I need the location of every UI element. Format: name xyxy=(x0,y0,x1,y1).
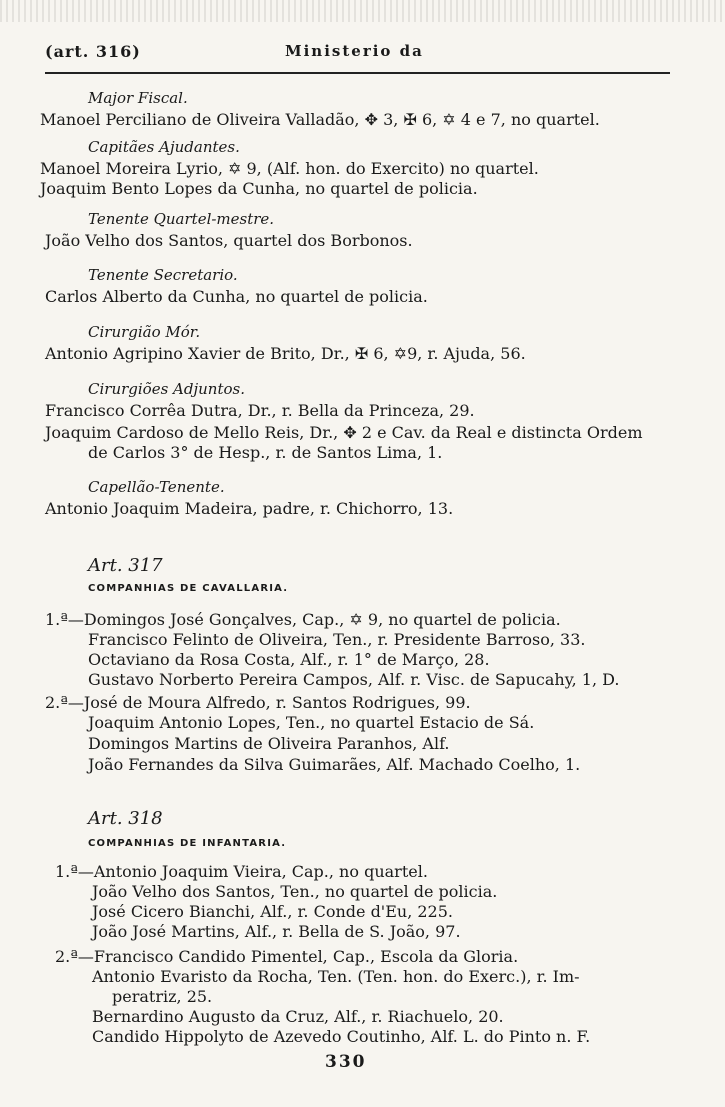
running-title: Ministerio da xyxy=(285,42,424,60)
role-heading: Cirurgiões Adjuntos. xyxy=(88,380,245,398)
roster-line: 2.ª—Francisco Candido Pimentel, Cap., Escola da Gloria. xyxy=(55,947,519,966)
article-title: Art. 318 xyxy=(88,808,163,829)
roster-line: Octaviano da Rosa Costa, Alf., r. 1° de Março, 28. xyxy=(88,650,490,669)
roster-line: Antonio Evaristo da Rocha, Ten. (Ten. hon. do Exerc.), r. Im- xyxy=(92,967,580,986)
article-subtitle: COMPANHIAS DE INFANTARIA. xyxy=(88,838,287,849)
roster-line: 1.ª—Domingos José Gonçalves, Cap., ✡ 9, no quartel de policia. xyxy=(45,610,561,629)
roster-line: 2.ª—José de Moura Alfredo, r. Santos Rodrigues, 99. xyxy=(45,693,471,712)
roster-line: Manoel Moreira Lyrio, ✡ 9, (Alf. hon. do Exercito) no quartel. xyxy=(40,159,539,178)
role-heading: Capitães Ajudantes. xyxy=(88,138,240,156)
role-heading: Cirurgião Mór. xyxy=(88,323,201,341)
role-heading: Tenente Secretario. xyxy=(88,266,238,284)
roster-line: Candido Hippolyto de Azevedo Coutinho, Alf. L. do Pinto n. F. xyxy=(92,1027,591,1046)
article-title: Art. 317 xyxy=(88,555,163,576)
roster-line: Joaquim Cardoso de Mello Reis, Dr., ✥ 2 e Cav. da Real e distincta Ordem xyxy=(45,423,643,442)
roster-line: Gustavo Norberto Pereira Campos, Alf. r. Visc. de Sapucahy, 1, D. xyxy=(88,670,620,689)
header-rule xyxy=(45,72,670,74)
role-heading: Major Fiscal. xyxy=(88,89,188,107)
roster-line: Carlos Alberto da Cunha, no quartel de policia. xyxy=(45,287,428,306)
roster-line: Bernardino Augusto da Cruz, Alf., r. Riachuelo, 20. xyxy=(92,1007,504,1026)
page-header xyxy=(45,42,705,66)
roster-line: de Carlos 3° de Hesp., r. de Santos Lima, 1. xyxy=(88,443,443,462)
page-number: 330 xyxy=(325,1052,367,1072)
role-heading: Capellão-Tenente. xyxy=(88,478,225,496)
roster-line: João Velho dos Santos, quartel dos Borbonos. xyxy=(45,231,413,250)
scan-noise xyxy=(0,0,725,22)
article-reference: (art. 316) xyxy=(45,42,141,61)
roster-line: 1.ª—Antonio Joaquim Vieira, Cap., no quartel. xyxy=(55,862,428,881)
roster-line: Francisco Corrêa Dutra, Dr., r. Bella da Princeza, 29. xyxy=(45,401,475,420)
roster-line: Francisco Felinto de Oliveira, Ten., r. Presidente Barroso, 33. xyxy=(88,630,586,649)
roster-line: Joaquim Antonio Lopes, Ten., no quartel Estacio de Sá. xyxy=(88,713,535,732)
roster-line: João Fernandes da Silva Guimarães, Alf. Machado Coelho, 1. xyxy=(88,755,581,774)
roster-line: Antonio Joaquim Madeira, padre, r. Chichorro, 13. xyxy=(45,499,454,518)
roster-line: Manoel Perciliano de Oliveira Valladão, ✥ 3, ✠ 6, ✡ 4 e 7, no quartel. xyxy=(40,110,600,129)
roster-line: Antonio Agripino Xavier de Brito, Dr., ✠ 6, ✡9, r. Ajuda, 56. xyxy=(45,344,526,363)
roster-line: José Cicero Bianchi, Alf., r. Conde d'Eu, 225. xyxy=(92,902,453,921)
roster-line: Joaquim Bento Lopes da Cunha, no quartel de policia. xyxy=(40,179,478,198)
roster-line: João Velho dos Santos, Ten., no quartel de policia. xyxy=(92,882,498,901)
roster-line: João José Martins, Alf., r. Bella de S. João, 97. xyxy=(92,922,461,941)
roster-line: Domingos Martins de Oliveira Paranhos, Alf. xyxy=(88,734,450,753)
article-subtitle: COMPANHIAS DE CAVALLARIA. xyxy=(88,583,289,594)
roster-line: peratriz, 25. xyxy=(112,987,213,1006)
role-heading: Tenente Quartel-mestre. xyxy=(88,210,275,228)
